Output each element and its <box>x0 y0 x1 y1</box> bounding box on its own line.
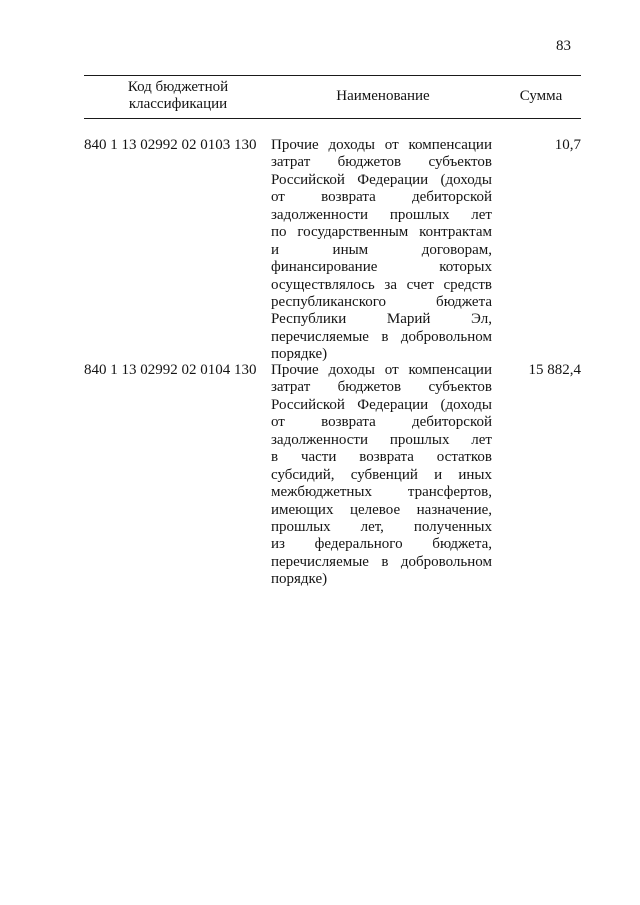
row-name-line: в части возврата остатков <box>271 449 492 466</box>
row-code: 840 1 13 02992 02 0104 130 <box>84 362 257 378</box>
row-name-line: Прочие доходы от компенсации <box>271 137 492 153</box>
row-name-line: финансирование которых <box>271 259 492 276</box>
row-name-line: задолженности прошлых лет <box>271 206 492 223</box>
header-code-line-1: Код бюджетной <box>127 79 229 95</box>
header-code <box>90 79 266 113</box>
row-name-line: Российской Федерации (доходы <box>271 171 492 188</box>
header-code-line-2: классификации <box>128 96 228 112</box>
row-name-line: межбюджетных трансфертов, <box>271 484 492 501</box>
row-name-line: порядке) <box>271 346 328 363</box>
row-name <box>271 137 492 364</box>
header-name: Наименование <box>336 88 430 104</box>
row-name-line: от возврата дебиторской <box>271 189 492 206</box>
row-name-line: порядке) <box>271 571 328 588</box>
table-top-rule <box>84 75 581 76</box>
row-name-line: по государственным контрактам <box>271 224 492 241</box>
row-name <box>271 362 492 589</box>
row-sum: 15 882,4 <box>528 362 581 378</box>
row-name-line: субсидий, субвенций и иных <box>271 466 492 483</box>
row-name-line: Прочие доходы от компенсации <box>271 362 492 378</box>
row-name-line: затрат бюджетов субъектов <box>271 379 492 396</box>
page-number: 83 <box>556 38 571 54</box>
header-sum: Сумма <box>519 88 563 104</box>
row-name-line: осуществлялось за счет средств <box>271 276 492 293</box>
row-name-line: Республики Марий Эл, <box>271 311 492 328</box>
table-header-rule <box>84 118 581 119</box>
row-name-line: Российской Федерации (доходы <box>271 396 492 413</box>
row-name-line: перечисляемые в добровольном <box>271 328 492 345</box>
row-name-line: задолженности прошлых лет <box>271 431 492 448</box>
row-name-line: и иным договорам, <box>271 241 492 258</box>
row-name-line: республиканского бюджета <box>271 293 492 310</box>
row-name-line: прошлых лет, полученных <box>271 518 492 535</box>
row-name-line: имеющих целевое назначение, <box>271 501 492 518</box>
row-name-line: затрат бюджетов субъектов <box>271 154 492 171</box>
row-name-line: от возврата дебиторской <box>271 414 492 431</box>
row-code: 840 1 13 02992 02 0103 130 <box>84 137 257 153</box>
row-name-line: перечисляемые в добровольном <box>271 553 492 570</box>
row-name-line: из федерального бюджета, <box>271 536 492 553</box>
row-sum: 10,7 <box>554 137 581 153</box>
